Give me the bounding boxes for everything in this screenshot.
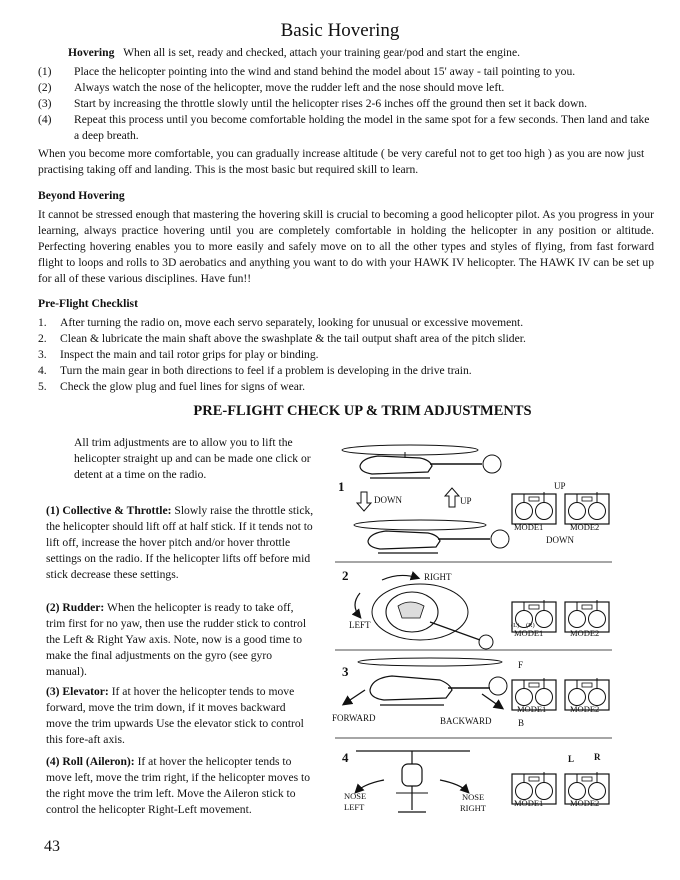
label-right: RIGHT [424, 572, 452, 582]
label-nose-right: NOSE [462, 792, 485, 802]
label-nose-right-2: RIGHT [460, 803, 486, 813]
section-number: 2 [342, 568, 349, 583]
trim-intro: All trim adjustments are to allow you to lift the helicopter straight up and can be made one click or detent at a time on the radio. [74, 436, 311, 481]
trim-item-rudder: (2) Rudder: When the helicopter is ready to take off, trim first for no yaw, then use the rudder stick to control the Left & Right Yaw axis. Note, now is a good time to make the final adjustments on the gyro (see gyro manual). [46, 601, 307, 678]
trim-item-elevator: (3) Elevator: If at hover the helicopter tends to move forward, move the trim down, if it moves backward move the trim upwards Use the elevator stick to control this fore-aft axis. [46, 685, 304, 746]
checklist-heading: Pre-Flight Checklist [38, 297, 138, 310]
label-left: LEFT [349, 620, 371, 630]
label-r: R [594, 752, 601, 762]
diagram-section-elevator [332, 658, 612, 738]
diagram-section-rudder [335, 568, 612, 650]
checklist-item: 4. Turn the main gear in both directions to feel if a problem is developing in the drive train. [38, 364, 472, 377]
arrow-forward-icon [344, 690, 365, 704]
checklist-list [38, 315, 654, 395]
label-f: F [518, 660, 524, 670]
label-mode2: MODE2 [570, 522, 600, 532]
helicopter-icon [342, 445, 501, 478]
label-tx-down: DOWN [546, 535, 574, 545]
helicopter-icon [354, 520, 509, 553]
label-tx-up: UP [554, 481, 566, 491]
transmitter-mode2-icon [565, 492, 609, 524]
hovering-step: (4) Repeat this process until you become comfortable holding the model in the same spot for a few seconds. Then land and take a deep breath. [38, 113, 650, 142]
hovering-closing: When you become more comfortable, you can gradually increase altitude ( be very careful not to get too high ) as you are now just practising taking off and landing. This is the most basic but required skill to learn. [38, 147, 645, 176]
section-number: 3 [342, 664, 349, 679]
diagram-section-aileron [342, 750, 609, 813]
label-nose-left: NOSE [344, 791, 367, 801]
trim-heading: PRE-FLIGHT CHECK UP & TRIM ADJUSTMENTS [193, 403, 532, 419]
hovering-intro-text: When all is set, ready and checked, attach your training gear/pod and start the engine. [123, 46, 521, 59]
checklist-item: 5. Check the glow plug and fuel lines for signs of wear. [38, 380, 306, 393]
arrow-backward-icon [482, 694, 502, 708]
arrow-nose-right-icon [440, 780, 468, 792]
label-mode1: MODE1 [517, 704, 547, 714]
checklist-item: 3. Inspect the main and tail rotor grips for play or binding. [38, 348, 319, 361]
label-l: (L) [511, 622, 520, 629]
label-b: B [518, 718, 525, 728]
checklist-item: 2. Clean & lubricate the main shaft above the swashplate & the tail output shaft area of the pitch slider. [38, 332, 526, 345]
transmitter-mode1-icon [512, 492, 556, 524]
trim-item-collective: (1) Collective & Throttle: Slowly raise the throttle stick, the helicopter should lift off at half stick. If it tends not to lift off, increase the hover pitch and/or hover throttle settings on the radio. If the helicopter lifts off before mid stick decrease these settings. [46, 504, 314, 581]
label-mode2: MODE2 [570, 798, 600, 808]
label-r: (R) [526, 622, 535, 629]
label-down: DOWN [374, 495, 402, 505]
helicopter-icon [356, 751, 470, 812]
beyond-text: It cannot be stressed enough that mastering the hovering skill is crucial to becoming a good helicopter pilot. As you progress in your learning, always practice hovering until you are completely comfortable in holding the helicopter in any position or altitude. Perfecting hovering enables you to more easily and safely move on to all the other types and styles of flying, from fast forward flight to loops and rolls to 3D aerobatics and anything you want to do with your HAWK IV helicopter. The HAWK IV can be set up for all of these various disciplines. Have fun!! [38, 208, 654, 285]
arrow-down-icon [357, 492, 371, 511]
hovering-step: (1) Place the helicopter pointing into the wind and stand behind the model about 15' away - tail pointing to you. [38, 65, 576, 78]
section-number: 4 [342, 750, 349, 765]
label-mode1: MODE1 [514, 798, 544, 808]
section-number: 1 [338, 479, 345, 494]
page-number: 43 [44, 838, 60, 855]
helicopter-icon [358, 658, 507, 705]
hovering-steps [38, 64, 654, 144]
diagram-section-collective [335, 445, 612, 562]
hovering-label: Hovering [68, 46, 115, 59]
label-up: UP [460, 496, 472, 506]
trim-diagram [325, 428, 625, 826]
hovering-intro [68, 45, 668, 61]
label-forward: FORWARD [332, 713, 376, 723]
trim-item-roll: (4) Roll (Aileron): If at hover the helicopter tends to move left, move the trim right, if the helicopter moves to the right move the trim left. Move the Aileron stick to control the helicopter Right-Left movement. [46, 755, 311, 816]
label-mode1: MODE1 [514, 628, 544, 638]
arrow-left-icon [355, 593, 360, 617]
page-title: Basic Hovering [280, 20, 400, 41]
checklist-item: 1. After turning the radio on, move each servo separately, looking for unusual or excessive movement. [38, 316, 524, 329]
label-mode2: MODE2 [570, 704, 600, 714]
label-backward: BACKWARD [440, 716, 492, 726]
arrow-right-icon [382, 575, 418, 580]
beyond-heading: Beyond Hovering [38, 189, 125, 202]
helicopter-icon [372, 584, 493, 649]
label-l: L [568, 754, 575, 764]
hovering-step: (2) Always watch the nose of the helicopter, move the rudder left and the nose should move left. [38, 81, 505, 94]
hovering-step: (3) Start by increasing the throttle slowly until the helicopter rises 2-6 inches off the ground then set it back down. [38, 97, 588, 110]
label-mode2: MODE2 [570, 628, 600, 638]
label-nose-left-2: LEFT [344, 802, 365, 812]
arrow-up-icon [445, 488, 459, 507]
label-mode1: MODE1 [514, 522, 544, 532]
